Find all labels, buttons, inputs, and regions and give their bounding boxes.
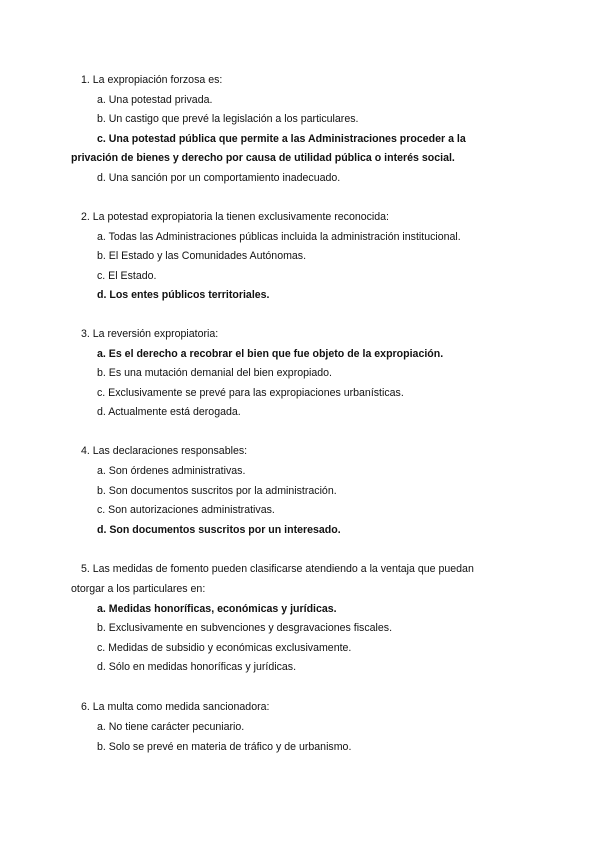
option-c: c. Son autorizaciones administrativas. <box>97 504 275 516</box>
question-stem: 2. La potestad expropiatoria la tienen exclusivamente reconocida: <box>81 211 389 223</box>
option-c-continuation: privación de bienes y derecho por causa de utilidad pública o interés social. <box>71 152 455 164</box>
option-c: c. Medidas de subsidio y económicas exclusivamente. <box>97 642 352 654</box>
question-stem: 5. Las medidas de fomento pueden clasificarse atendiendo a la ventaja que puedan <box>81 563 474 575</box>
option-b: b. El Estado y las Comunidades Autónomas. <box>97 250 307 262</box>
option-d: d. Una sanción por un comportamiento inadecuado. <box>97 172 341 184</box>
question-stem: 3. La reversión expropiatoria: <box>81 328 219 340</box>
option-a: a. Son órdenes administrativas. <box>97 465 246 477</box>
option-d: d. Sólo en medidas honoríficas y jurídicas. <box>97 661 297 673</box>
option-c-correct: c. Una potestad pública que permite a las Administraciones proceder a la <box>97 133 466 145</box>
question-stem: 4. Las declaraciones responsables: <box>81 445 248 457</box>
option-b: b. Es una mutación demanial del bien expropiado. <box>97 367 332 379</box>
option-c: c. Exclusivamente se prevé para las expropiaciones urbanísticas. <box>97 387 404 399</box>
option-b: b. Un castigo que prevé la legislación a los particulares. <box>97 113 359 125</box>
option-a: a. No tiene carácter pecuniario. <box>97 721 245 733</box>
option-d-correct: d. Los entes públicos territoriales. <box>97 289 270 301</box>
option-b: b. Son documentos suscritos por la administración. <box>97 485 337 497</box>
option-a-correct: a. Es el derecho a recobrar el bien que fue objeto de la expropiación. <box>97 348 444 360</box>
option-b: b. Exclusivamente en subvenciones y desgravaciones fiscales. <box>97 622 393 634</box>
question-stem: 1. La expropiación forzosa es: <box>81 74 223 86</box>
question-stem: 6. La multa como medida sancionadora: <box>81 701 270 713</box>
option-a: a. Todas las Administraciones públicas incluida la administración institucional. <box>97 231 461 243</box>
option-a-correct: a. Medidas honoríficas, económicas y jurídicas. <box>97 603 337 615</box>
option-b: b. Solo se prevé en materia de tráfico y de urbanismo. <box>97 741 352 753</box>
option-a: a. Una potestad privada. <box>97 94 213 106</box>
question-stem-continuation: otorgar a los particulares en: <box>71 583 206 595</box>
option-d-correct: d. Son documentos suscritos por un interesado. <box>97 524 341 536</box>
option-d: d. Actualmente está derogada. <box>97 406 241 418</box>
option-c: c. El Estado. <box>97 270 157 282</box>
